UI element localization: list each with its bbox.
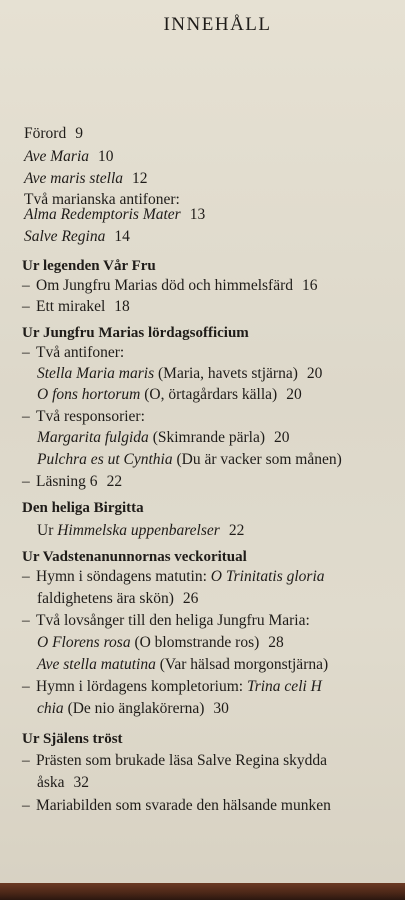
toc-entry bbox=[22, 797, 331, 815]
toc-entry bbox=[37, 590, 198, 608]
list-dash: – bbox=[22, 473, 30, 490]
list-dash: – bbox=[22, 344, 30, 361]
toc-entry bbox=[37, 365, 322, 383]
page-number: 20 bbox=[306, 365, 323, 382]
entry-text: faldighetens ära skön) bbox=[37, 590, 174, 607]
entry-text: Ur bbox=[37, 522, 58, 539]
toc-entry bbox=[22, 408, 145, 426]
toc-entry bbox=[24, 170, 148, 188]
entry-text: Den heliga Birgitta bbox=[22, 500, 144, 516]
entry-text: Ur Jungfru Marias lördagsofficium bbox=[22, 325, 249, 341]
list-dash: – bbox=[22, 277, 30, 294]
page-number: 28 bbox=[268, 634, 284, 651]
toc-entry bbox=[37, 656, 328, 674]
section-heading bbox=[22, 325, 249, 342]
list-dash: – bbox=[22, 797, 30, 814]
toc-entry bbox=[22, 612, 310, 630]
entry-title-italic: Ave stella matutina bbox=[37, 656, 156, 673]
list-dash: – bbox=[22, 678, 30, 695]
entry-text: Två lovsånger till den heliga Jungfru Maria: bbox=[36, 612, 310, 629]
entry-title-italic: Trina celi H bbox=[246, 678, 322, 695]
list-dash: – bbox=[22, 612, 30, 629]
page-number: 9 bbox=[75, 125, 83, 142]
entry-text: Hymn i lördagens kompletorium: bbox=[36, 678, 247, 695]
entry-text: (De nio änglakörerna) bbox=[63, 700, 205, 717]
toc-entry bbox=[37, 522, 244, 540]
page-number: 16 bbox=[302, 277, 318, 294]
page-number: 12 bbox=[132, 170, 148, 187]
toc-entry bbox=[24, 148, 114, 166]
entry-title-italic: Stella Maria maris bbox=[37, 365, 155, 382]
page-number: 20 bbox=[274, 429, 290, 446]
page-number: 32 bbox=[73, 774, 90, 791]
toc-entry bbox=[24, 206, 205, 224]
entry-text: (Maria, havets stjärna) bbox=[154, 365, 298, 382]
entry-text: Prästen som brukade läsa Salve Regina skydda bbox=[36, 752, 327, 769]
entry-text: Läsning 6 bbox=[36, 473, 98, 490]
table-surface bbox=[0, 883, 405, 900]
page-number: 18 bbox=[114, 298, 130, 315]
page-number: 14 bbox=[114, 228, 130, 245]
toc-entry bbox=[22, 678, 322, 696]
page-number: 13 bbox=[189, 206, 206, 223]
entry-text: (Var hälsad morgonstjärna) bbox=[155, 656, 329, 673]
list-dash: – bbox=[22, 408, 30, 425]
toc-entry bbox=[24, 125, 83, 143]
entry-text: Mariabilden som svarade den hälsande munken bbox=[36, 797, 331, 814]
page-number: 26 bbox=[182, 590, 199, 607]
entry-text: Ur Vadstenanunnornas veckoritual bbox=[22, 549, 247, 565]
list-dash: – bbox=[22, 752, 30, 769]
entry-title-italic: Margarita fulgida bbox=[37, 429, 149, 446]
entry-text: åska bbox=[37, 774, 65, 791]
toc-entry bbox=[37, 634, 284, 652]
section-heading bbox=[22, 731, 123, 748]
entry-title-italic: Salve Regina bbox=[24, 228, 106, 245]
entry-text: Ett mirakel bbox=[36, 298, 106, 315]
entry-text: Ur Själens tröst bbox=[22, 731, 123, 747]
list-dash: – bbox=[22, 298, 30, 315]
toc-entry bbox=[24, 228, 130, 246]
entry-title-italic: O Florens rosa bbox=[37, 634, 131, 651]
toc-entry bbox=[37, 429, 290, 447]
section-heading bbox=[22, 500, 144, 517]
toc-entry bbox=[22, 473, 122, 491]
entry-title-italic: Ave Maria bbox=[24, 148, 89, 165]
entry-text: Ur legenden Vår Fru bbox=[22, 258, 156, 274]
section-heading bbox=[22, 549, 247, 566]
entry-text: (O, örtagårdars källa) bbox=[140, 386, 278, 403]
entry-title-italic: Ave maris stella bbox=[24, 170, 124, 187]
entry-text: (Du är vacker som månen) bbox=[172, 451, 342, 468]
entry-text: Hymn i söndagens matutin: bbox=[36, 568, 211, 585]
entry-title-italic: Pulchra es ut Cynthia bbox=[37, 451, 173, 468]
entry-title-italic: chia bbox=[37, 700, 64, 717]
entry-text: Förord bbox=[24, 125, 67, 142]
section-heading bbox=[22, 258, 156, 275]
entry-title-italic: O Trinitatis gloria bbox=[210, 568, 325, 585]
page-number: 20 bbox=[286, 386, 302, 403]
page-number: 22 bbox=[106, 473, 123, 490]
page-number: 10 bbox=[98, 148, 114, 165]
toc-entry bbox=[37, 386, 302, 404]
entry-text: Två marianska antifoner: bbox=[24, 191, 180, 208]
entry-text: Två antifoner: bbox=[36, 344, 125, 361]
toc-entry bbox=[22, 344, 124, 362]
page-number: 22 bbox=[228, 522, 245, 539]
entry-title-italic: O fons hortorum bbox=[37, 386, 141, 403]
toc-entry bbox=[37, 700, 229, 718]
list-dash: – bbox=[22, 568, 30, 585]
toc-entry bbox=[22, 568, 325, 586]
page-title: INNEHÅLL bbox=[163, 14, 272, 35]
entry-title-italic: Alma Redemptoris Mater bbox=[24, 206, 181, 223]
toc-entry bbox=[37, 774, 89, 792]
entry-text: Om Jungfru Marias död och himmelsfärd bbox=[36, 277, 293, 294]
entry-title-italic: Himmelska uppenbarelser bbox=[57, 522, 220, 539]
toc-entry bbox=[22, 277, 318, 295]
entry-text: (Skimrande pärla) bbox=[148, 429, 266, 446]
entry-text: Två responsorier: bbox=[36, 408, 145, 425]
entry-text: (O blomstrande ros) bbox=[130, 634, 260, 651]
page-number: 30 bbox=[213, 700, 229, 717]
toc-entry bbox=[22, 298, 130, 316]
toc-entry bbox=[22, 752, 327, 770]
toc-entry bbox=[37, 451, 342, 469]
